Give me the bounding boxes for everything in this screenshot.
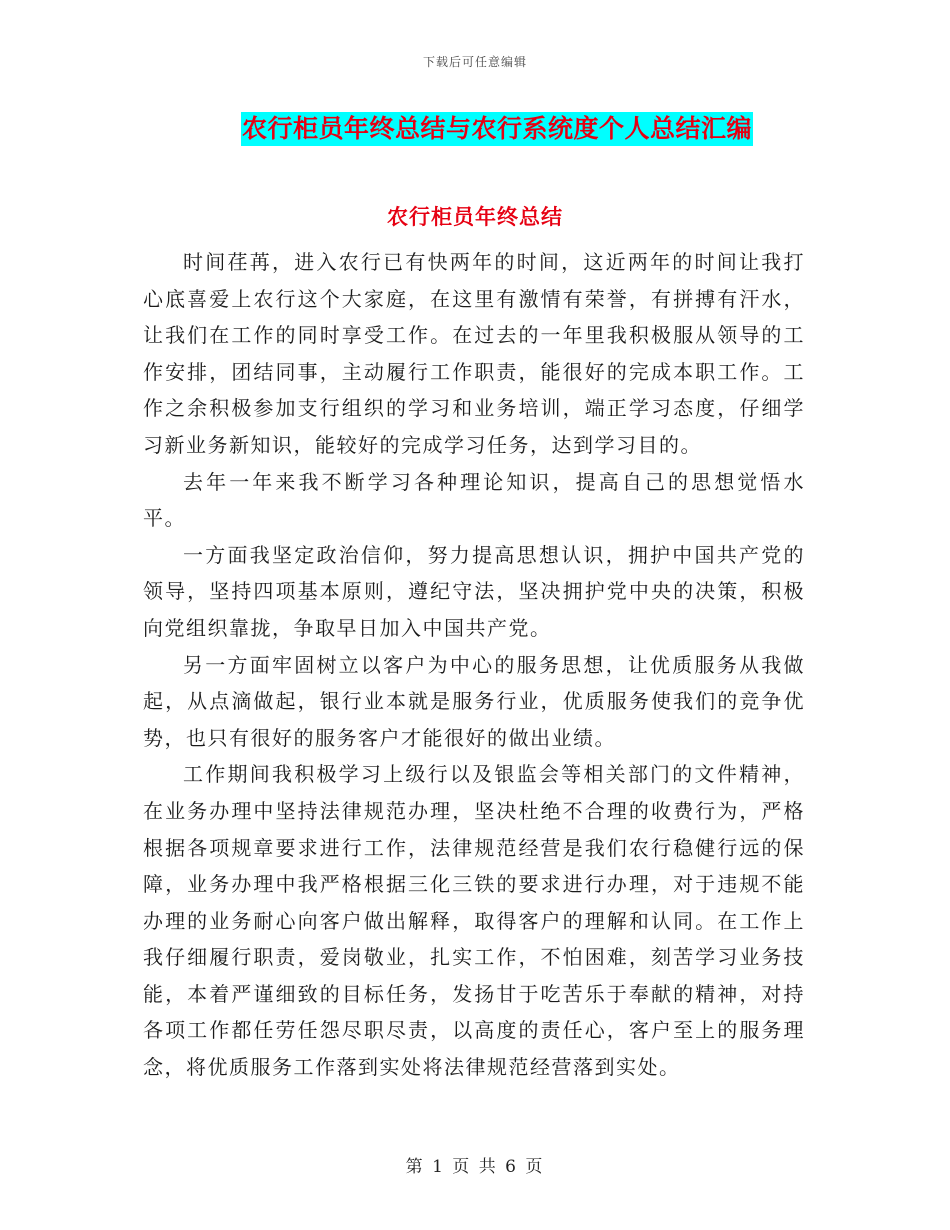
header-note: 下载后可任意编辑 xyxy=(422,55,527,69)
paragraph: 另一方面牢固树立以客户为中心的服务思想，让优质服务从我做起，从点滴做起，银行业本就是服务行业，优质服务使我们的竞争优势，也只有很好的服务客户才能很好的做出业绩。 xyxy=(143,652,805,750)
paragraph: 去年一年来我不断学习各种理论知识，提高自己的思想觉悟水平。 xyxy=(143,469,805,531)
section-title: 农行柜员年终总结 xyxy=(387,205,563,229)
paragraph: 一方面我坚定政治信仰，努力提高思想认识，拥护中国共产党的领导，坚持四项基本原则，遵纪守法，坚决拥护党中央的决策，积极向党组织靠拢，争取早日加入中国共产党。 xyxy=(143,542,805,640)
paragraph: 时间荏苒，进入农行已有快两年的时间，这近两年的时间让我打心底喜爱上农行这个大家庭，在这里有激情有荣誉，有拼搏有汗水，让我们在工作的同时享受工作。在过去的一年里我积极服从领导的工作安排，团结同事，主动履行工作职责，能很好的完成本职工作。工作之余积极参加支行组织的学习和业务培训，端正学习态度，仔细学习新业务新知识，能较好的完成学习任务，达到学习目的。 xyxy=(143,250,805,457)
main-title: 农行柜员年终总结与农行系统度个人总结汇编 xyxy=(241,112,753,146)
paragraph: 工作期间我积极学习上级行以及银监会等相关部门的文件精神，在业务办理中坚持法律规范办理，坚决杜绝不合理的收费行为，严格根据各项规章要求进行工作，法律规范经营是我们农行稳健行远的保障，业务办理中我严格根据三化三铁的要求进行办理，对于违规不能办理的业务耐心向客户做出解释，取得客户的理解和认同。在工作上我仔细履行职责，爱岗敬业，扎实工作，不怕困难，刻苦学习业务技能，本着严谨细致的目标任务，发扬甘于吃苦乐于奉献的精神，对持各项工作都任劳任怨尽职尽责，以高度的责任心，客户至上的服务理念，将优质服务工作落到实处将法律规范经营落到实处。 xyxy=(143,762,805,1080)
body-text xyxy=(143,244,805,1086)
page-footer: 第 1 页 共 6 页 xyxy=(405,1157,545,1177)
main-title-container xyxy=(0,112,950,146)
